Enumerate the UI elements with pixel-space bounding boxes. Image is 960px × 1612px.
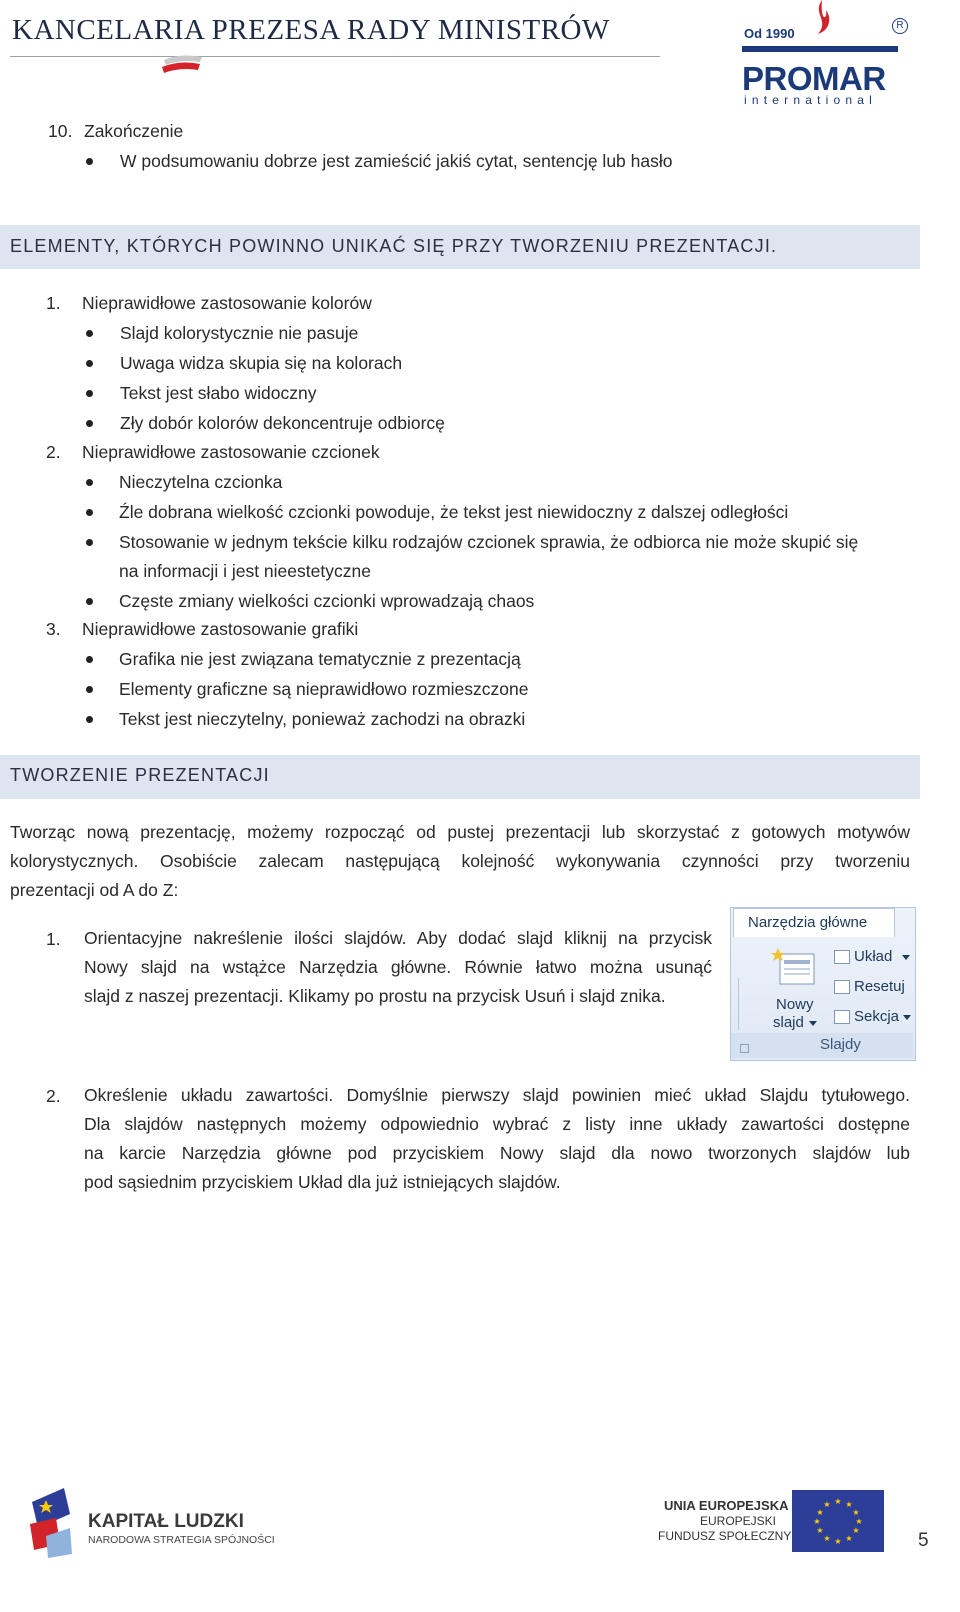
polish-flag-emblem-icon [160,51,206,77]
item-number: 1. [46,293,61,313]
bullet-text: Elementy graficzne są nieprawidłowo rozmieszczone [119,679,529,699]
promar-logo-name: PROMAR [742,60,886,97]
page-number: 5 [918,1530,929,1551]
registered-mark-icon: R [892,18,908,34]
bullet-text: Grafika nie jest związana tematycznie z prezentacją [119,649,521,669]
svg-text:★: ★ [816,1526,824,1535]
svg-text:★: ★ [834,1537,842,1546]
section-button[interactable]: Sekcja [854,1008,900,1025]
svg-text:★: ★ [845,1500,853,1509]
chevron-down-icon[interactable] [809,1021,817,1026]
bullet-text: Nieczytelna czcionka [119,472,283,492]
bullet-icon [86,656,93,663]
reset-button[interactable]: Resetuj [854,978,905,995]
bullet-icon [86,509,93,516]
bullet-icon [86,360,93,367]
svg-text:★: ★ [813,1517,821,1526]
bullet-text: Slajd kolorystycznie nie pasuje [120,323,359,343]
item-title: Zakończenie [84,121,184,141]
bullet-text: Częste zmiany wielkości czcionki wprowadzają chaos [119,591,535,611]
bullet-icon [86,598,93,605]
new-slide-label[interactable]: Nowy [776,996,814,1013]
bullet-icon [86,539,93,546]
bullet-text: Tekst jest słabo widoczny [120,383,317,403]
bullet-icon [86,716,93,723]
dialog-launcher-icon[interactable] [740,1044,749,1053]
layout-button[interactable]: Układ [854,948,893,965]
eu-label-line3: FUNDUSZ SPOŁECZNY [658,1529,792,1543]
bullet-icon [86,420,93,427]
header-divider [10,56,660,57]
paragraph-line: na karcie Narzędzia główne pod przyciskiem Nowy slajd dla nowo tworzonych slajdów lub [84,1143,910,1163]
bullet-icon [86,686,93,693]
item-title: Nieprawidłowe zastosowanie grafiki [82,619,359,639]
bullet-text: Stosowanie w jednym tekście kilku rodzajów czcionek sprawia, że odbiorca nie może skupić się [119,532,859,552]
svg-text:★: ★ [823,1500,831,1509]
step-number: 1. [46,929,61,949]
step-number: 2. [46,1086,61,1106]
section-heading-banner [0,225,920,269]
paragraph-line: prezentacji od A do Z: [10,880,179,900]
bullet-icon [86,330,93,337]
chevron-down-icon[interactable] [902,955,910,960]
svg-text:★: ★ [816,1508,824,1517]
item-number: 10. [48,121,73,141]
section-heading: ELEMENTY, KTÓRYCH POWINNO UNIKAĆ SIĘ PRZY TWORZENIU PREZENTACJI. [10,236,778,256]
svg-text:★: ★ [845,1534,853,1543]
promar-logo-subtitle: international [744,93,877,107]
paragraph-line: slajd z naszej prezentacji. Klikamy po prostu na przycisk Usuń i slajd znika. [84,986,666,1006]
item-title: Nieprawidłowe zastosowanie kolorów [82,293,372,313]
section-icon [834,1010,850,1024]
svg-text:★: ★ [855,1517,863,1526]
chevron-down-icon[interactable] [903,1015,911,1020]
layout-icon [834,950,850,964]
paragraph-line: Nowy slajd na wstążce Narzędzia główne. Równie łatwo można usunąć [84,957,712,977]
bullet-text-continuation: na informacji i jest nieestetyczne [119,561,371,581]
svg-text:★: ★ [834,1497,842,1506]
svg-text:★: ★ [823,1534,831,1543]
promar-bar [742,46,898,52]
section-heading-banner [0,755,920,799]
paragraph-line: Dla slajdów następnych możemy odpowiednio wybrać z listy inne układy zawartości dostępne [84,1114,910,1134]
ribbon-tab-home: Narzędzia główne [733,908,895,937]
bullet-text: W podsumowaniu dobrze jest zamieścić jakiś cytat, sentencję lub hasło [120,151,673,171]
new-slide-icon [770,946,818,992]
svg-text:★: ★ [852,1526,860,1535]
bullet-text: Zły dobór kolorów dekoncentruje odbiorcę [120,413,445,433]
item-number: 3. [46,619,61,639]
group-label-slides: Slajdy [820,1036,861,1053]
bullet-icon [86,390,93,397]
svg-text:★: ★ [852,1508,860,1517]
promar-since: Od 1990 [744,26,795,41]
reset-icon [834,980,850,994]
bullet-icon [86,479,93,486]
eu-label-line1: UNIA EUROPEJSKA [664,1498,789,1513]
bullet-text: Źle dobrana wielkość czcionki powoduje, że tekst jest niewidoczny z dalszej odległości [119,502,789,522]
section-heading: TWORZENIE PREZENTACJI [10,765,270,785]
bullet-text: Tekst jest nieczytelny, ponieważ zachodzi na obrazki [119,709,526,729]
eu-flag-icon [792,1490,884,1552]
item-title: Nieprawidłowe zastosowanie czcionek [82,442,380,462]
step-paragraph [84,1081,910,1197]
step-paragraph [84,924,712,1011]
ribbon-separator [730,978,739,1030]
kapital-ludzki-logo-icon [26,1488,76,1558]
bullet-text: Uwaga widza skupia się na kolorach [120,353,403,373]
item-number: 2. [46,442,61,462]
eu-label-line2: EUROPEJSKI [700,1514,777,1528]
paragraph-line: Orientacyjne nakreślenie ilości slajdów. Aby dodać slajd kliknij na przycisk [84,928,712,948]
bullet-icon [86,158,93,165]
paragraph-line: kolorystycznych. Osobiście zalecam następującą kolejność wykonywania czynności przy tworzeniu [10,851,910,871]
kprm-logo-title: KANCELARIA PREZESA RADY MINISTRÓW [12,14,610,46]
intro-paragraph [10,818,910,905]
paragraph-line: Określenie układu zawartości. Domyślnie pierwszy slajd powinien mieć układ Slajdu tytułowego. [84,1085,910,1105]
paragraph-line: Tworząc nową prezentację, możemy rozpocząć od pustej prezentacji lub skorzystać z gotowych motywów [10,822,910,842]
kapital-ludzki-subtitle: NARODOWA STRATEGIA SPÓJNOŚCI [88,1534,275,1546]
kapital-ludzki-title: KAPITAŁ LUDZKI [88,1511,244,1532]
new-slide-label-line2[interactable]: slajd [773,1014,804,1031]
paragraph-line: pod sąsiednim przyciskiem Układ dla już istniejących slajdów. [84,1172,561,1192]
